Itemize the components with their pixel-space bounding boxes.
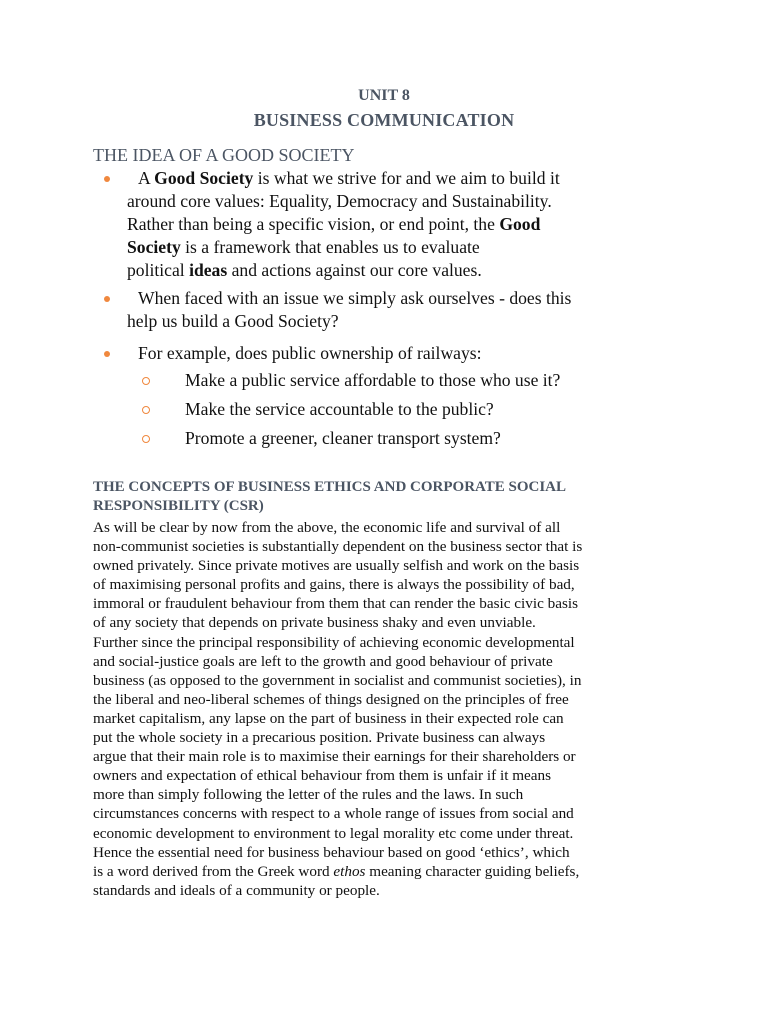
circle-bullet-icon <box>142 406 150 414</box>
bullet-line: around core values: Equality, Democracy and Sustainability. <box>127 191 552 211</box>
paragraph-line: economic development to environment to legal morality etc come under threat. <box>93 824 574 842</box>
page-title: BUSINESS COMMUNICATION <box>253 110 515 130</box>
paragraph-line: of any society that depends on private business shaky and even unviable. <box>93 614 536 632</box>
bullet-dot-icon <box>104 176 110 182</box>
bullet-dot-icon <box>104 296 110 302</box>
paragraph-line: Further since the principal responsibility of achieving economic developmental <box>93 633 575 651</box>
bullet-line: For example, does public ownership of railways: <box>138 343 482 363</box>
paragraph-line: of maximising personal profits and gains, there is always the possibility of bad, <box>93 576 575 594</box>
paragraph-line: argue that their main role is to maximise their earnings for their shareholders or <box>93 748 576 766</box>
unit-label: UNIT 8 <box>358 87 410 104</box>
bullet-line: Rather than being a specific vision, or end point, the Good <box>127 214 541 234</box>
paragraph-line: As will be clear by now from the above, the economic life and survival of all <box>93 519 561 536</box>
bullet-line: Society is a framework that enables us to evaluate <box>127 237 480 257</box>
circle-bullet-icon <box>142 377 150 385</box>
paragraph-line: market capitalism, any lapse on the part of business in their expected role can <box>93 709 564 727</box>
paragraph-line: owned privately. Since private motives are usually selfish and work on the basis <box>93 557 580 575</box>
paragraph-line: circumstances concerns with respect to a whole range of issues from social and <box>93 805 574 823</box>
bullet-dot-icon <box>104 351 110 357</box>
paragraph-line: immoral or fraudulent behaviour from them that can render the basic civic basis <box>93 595 578 613</box>
section-heading-good-society: THE IDEA OF A GOOD SOCIETY <box>93 145 355 165</box>
paragraph-line: owners and expectation of ethical behaviour from them is unfair if it means <box>93 767 552 785</box>
bullet-line: When faced with an issue we simply ask ourselves - does this <box>138 288 572 308</box>
body-paragraph <box>93 518 693 900</box>
paragraph-line: more than simply following the letter of the rules and the laws. In such <box>93 786 524 804</box>
paragraph-line: business (as opposed to the government in socialist and communist societies), in <box>93 671 582 689</box>
bullet-line: political ideas and actions against our core values. <box>127 260 482 280</box>
circle-bullet-icon <box>142 435 150 443</box>
bullet-line: A Good Society is what we strive for and we aim to build it <box>138 168 560 188</box>
paragraph-line: is a word derived from the Greek word ethos meaning character guiding beliefs, <box>93 862 580 880</box>
bullet-line: help us build a Good Society? <box>127 311 339 331</box>
paragraph-line: Hence the essential need for business behaviour based on good ‘ethics’, which <box>93 843 570 861</box>
paragraph-line: the liberal and neo-liberal schemes of things designed on the principles of free <box>93 690 569 708</box>
paragraph-line: non-communist societies is substantially dependent on the business sector that is <box>93 538 583 556</box>
paragraph-line: standards and ideals of a community or people. <box>93 881 380 899</box>
paragraph-line: put the whole society in a precarious position. Private business can always <box>93 729 546 747</box>
section-heading-csr: THE CONCEPTS OF BUSINESS ETHICS AND CORPORATE SOCIAL RESPONSIBILITY (CSR) <box>93 479 567 514</box>
paragraph-line: and social-justice goals are left to the growth and good behaviour of private <box>93 652 553 670</box>
document-page: UNIT 8 BUSINESS COMMUNICATION THE IDEA OF A GOOD SOCIETY A Good Society is what we strive for and we aim to build it around core values: Equality, Democracy and Sustainability. Rather than being a specific vision, or end point, the Good Society is a framework that enables us to evaluate political ideas and actions against our core values. When faced with an issue we simply ask ourselves - does this help us build a Good Society? For example, does public ownership of railways: Make a public service affordable to those who use it? Make the service accountable to the public? Promote a greener, cleaner transport system? THE CONCEPTS OF BUSINESS ETHICS AND CORPORATE SOCIAL RESPONSIBILITY (CSR) As will be clear by now from the above, the economic life and survival of all non-communist societies is substantially dependent on the business sector that is owned privately. Since private motives are usually selfish and work on the basis of maximising personal profits and gains, there is always the possibility of bad, immoral or fraudulent behaviour from them that can render the basic civic basis of any society that depends on private business shaky and even unviable. Further since the principal responsibility of achieving economic developmental and social-justice goals are left to the growth and good behaviour of private business (as opposed to the government in socialist and communist societies), in the liberal and neo-liberal schemes of things designed on the principles of free market capitalism, any lapse on the part of business in their expected role can put the whole society in a precarious position. Private business can always argue that their main role is to maximise their earnings for their shareholders or owners and expectation of ethical behaviour from them is unfair if it means more than simply following the letter of the rules and the laws. In such circumstances concerns with respect to a whole range of issues from social and economic development to environment to legal morality etc come under threat. Hence the essential need for business behaviour based on good ‘ethics’, which is a word derived from the Greek word ethos meaning character guiding beliefs, standards and ideals of a community or people. <box>0 0 768 1024</box>
